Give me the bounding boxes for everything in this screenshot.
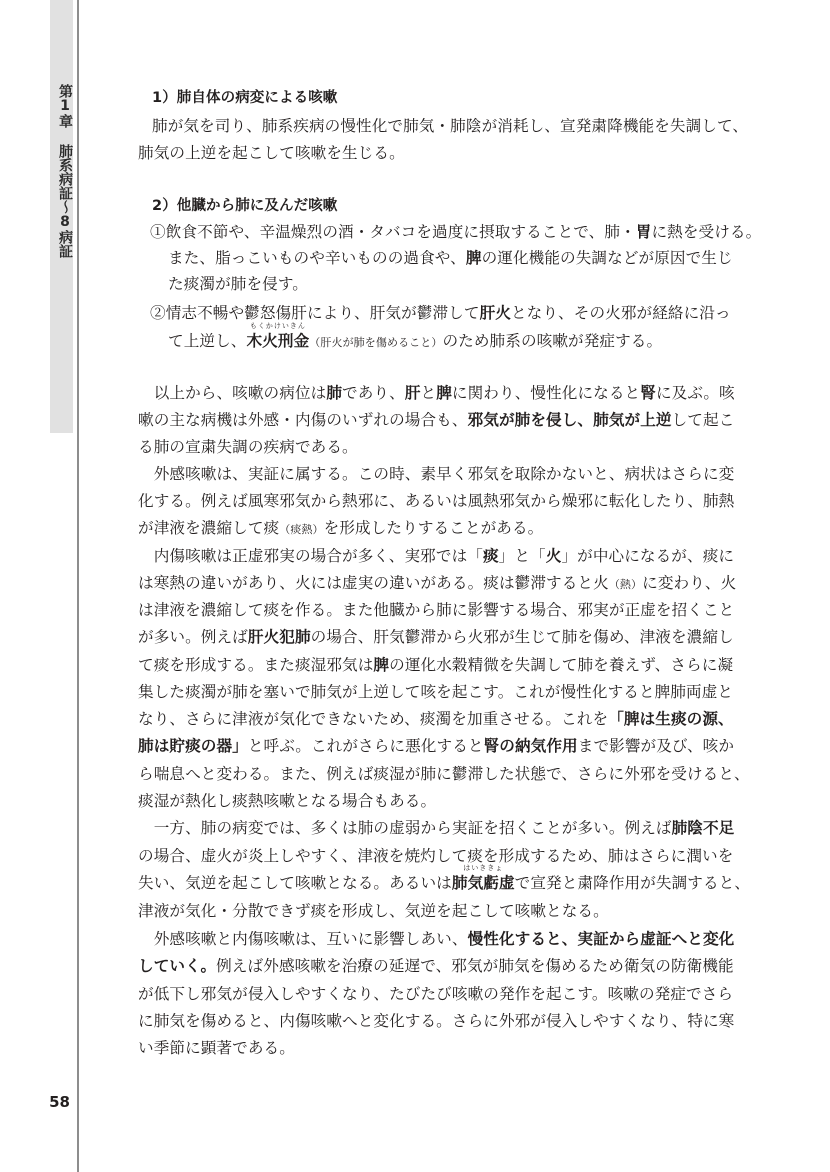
- term-haiki-kikyo: はいききょ 肺気虧虚: [451, 864, 515, 892]
- p1-line-2: 嗽の主な病機は外感・内傷のいずれの場合も、邪気が肺を侵し、肺気が上逆して起こ: [138, 411, 735, 429]
- section-2-item-1-line-2: また、脂っこいものや辛いものの過食や、脾の運化機能の失調などが原因で生じ: [168, 249, 733, 267]
- chapter-side-tab: [50, 0, 73, 433]
- term-mokka-keikin: もくかけいきん 木火刑金: [246, 322, 310, 350]
- section-2-item-1-line-3: た痰濁が肺を侵す。: [168, 275, 308, 293]
- p3-line-10: 痰湿が熱化し痰熱咳嗽となる場合もある。: [138, 792, 437, 810]
- p3-line-8: 肺は貯痰の器」と呼ぶ。これがさらに悪化すると腎の納気作用まで影響が及び、咳か: [138, 737, 735, 755]
- p4-line-4: 津液が気化・分散できず痰を形成し、気逆を起こして咳嗽となる。: [138, 902, 609, 920]
- p5-line-1: 外感咳嗽と内傷咳嗽は、互いに影響しあい、慢性化すると、実証から虚証へと変化: [138, 930, 735, 948]
- p4-line-1: 一方、肺の病変では、多くは肺の虚弱から実証を招くことが多い。例えば肺陰不足: [138, 819, 735, 837]
- p3-line-7: なり、さらに津液が気化できないため、痰濁を加重させる。これを「脾は生痰の源、: [138, 710, 734, 728]
- p4-line-2: の場合、虚火が炎上しやすく、津液を焼灼して痰を形成するため、肺はさらに潤いを: [138, 847, 734, 865]
- p1-line-1: 以上から、咳嗽の病位は肺であり、肝と脾に関わり、慢性化になると腎に及ぶ。咳: [138, 384, 735, 402]
- p3-line-6: 集した痰濁が肺を塞いで肺気が上逆して咳を起こす。これが慢性化すると脾肺両虚と: [138, 683, 734, 701]
- p4-line-3: 失い、気逆を起こして咳嗽となる。あるいは はいききょ 肺気虧虚で宣発と粛降作用が失調すると、: [138, 864, 751, 892]
- chapter-label: 第1章 肺系病証〜8病証: [57, 84, 73, 258]
- p3-line-9: ら喘息へと変わる。また、例えば痰湿が肺に鬱滞した状態で、さらに外邪を受けると、: [138, 765, 750, 783]
- p3-line-2: は寒熱の違いがあり、火には虚実の違いがある。痰は鬱滞すると火（熱）に変わり、火: [138, 574, 737, 592]
- p3-line-5: て痰を形成する。また痰湿邪気は脾の運化水穀精微を失調して肺を養えず、さらに凝: [138, 656, 734, 674]
- p3-line-1: 内傷咳嗽は正虚邪実の場合が多く、実邪では「痰」と「火」が中心になるが、痰に: [138, 547, 735, 565]
- section-2-item-2-line-1: ②情志不暢や鬱怒傷肝により、肝気が鬱滞して肝火となり、その火邪が経絡に沿っ: [150, 304, 731, 322]
- margin-rule: [77, 0, 79, 1172]
- p1-line-3: る肺の宣粛失調の疾病である。: [138, 438, 358, 456]
- p3-line-3: は津液を濃縮して痰を作る。また他臓から肺に影響する場合、邪実が正虚を招くこと: [138, 601, 735, 619]
- section-2-item-2-line-2: て上逆し、 もくかけいきん 木火刑金（肝火が肺を傷めること）のため肺系の咳嗽が発症する。: [168, 322, 663, 350]
- section-1-heading: 1）肺自体の病変による咳嗽: [152, 90, 338, 106]
- section-2-item-1-line-1: ①飲食不節や、辛温燥烈の酒・タバコを過度に摂取することで、肺・胃に熱を受ける。: [150, 223, 762, 241]
- p3-line-4: が多い。例えば肝火犯肺の場合、肝気鬱滞から火邪が生じて肺を傷め、津液を濃縮し: [138, 628, 734, 646]
- p5-line-4: に肺気を傷めると、内傷咳嗽へと変化する。さらに外邪が侵入しやすくなり、特に寒: [138, 1012, 735, 1030]
- p2-line-1: 外感咳嗽は、実証に属する。この時、素早く邪気を取除かないと、病状はさらに変: [138, 465, 735, 483]
- p5-line-5: い季節に顕著である。: [138, 1039, 295, 1057]
- section-1-line-2: 肺気の上逆を起こして咳嗽を生じる。: [138, 144, 405, 162]
- section-1-line-1: 肺が気を司り、肺系疾病の慢性化で肺気・肺陰が消耗し、宣発粛降機能を失調して、: [152, 117, 749, 135]
- p2-line-2: 化する。例えば風寒邪気から熱邪に、あるいは風熱邪気から燥邪に転化したり、肺熱: [138, 492, 735, 510]
- page-number: 58: [49, 1093, 70, 1111]
- p5-line-2: していく。例えば外感咳嗽を治療の延遅で、邪気が肺気を傷めるため衛気の防衛機能: [138, 957, 734, 975]
- p5-line-3: が低下し邪気が侵入しやすくなり、たびたび咳嗽の発作を起こす。咳嗽の発症でさら: [138, 985, 734, 1003]
- section-2-heading: 2）他臓から肺に及んだ咳嗽: [152, 198, 338, 214]
- p2-line-3: が津液を濃縮して痰（痰熱）を形成したりすることがある。: [138, 519, 544, 537]
